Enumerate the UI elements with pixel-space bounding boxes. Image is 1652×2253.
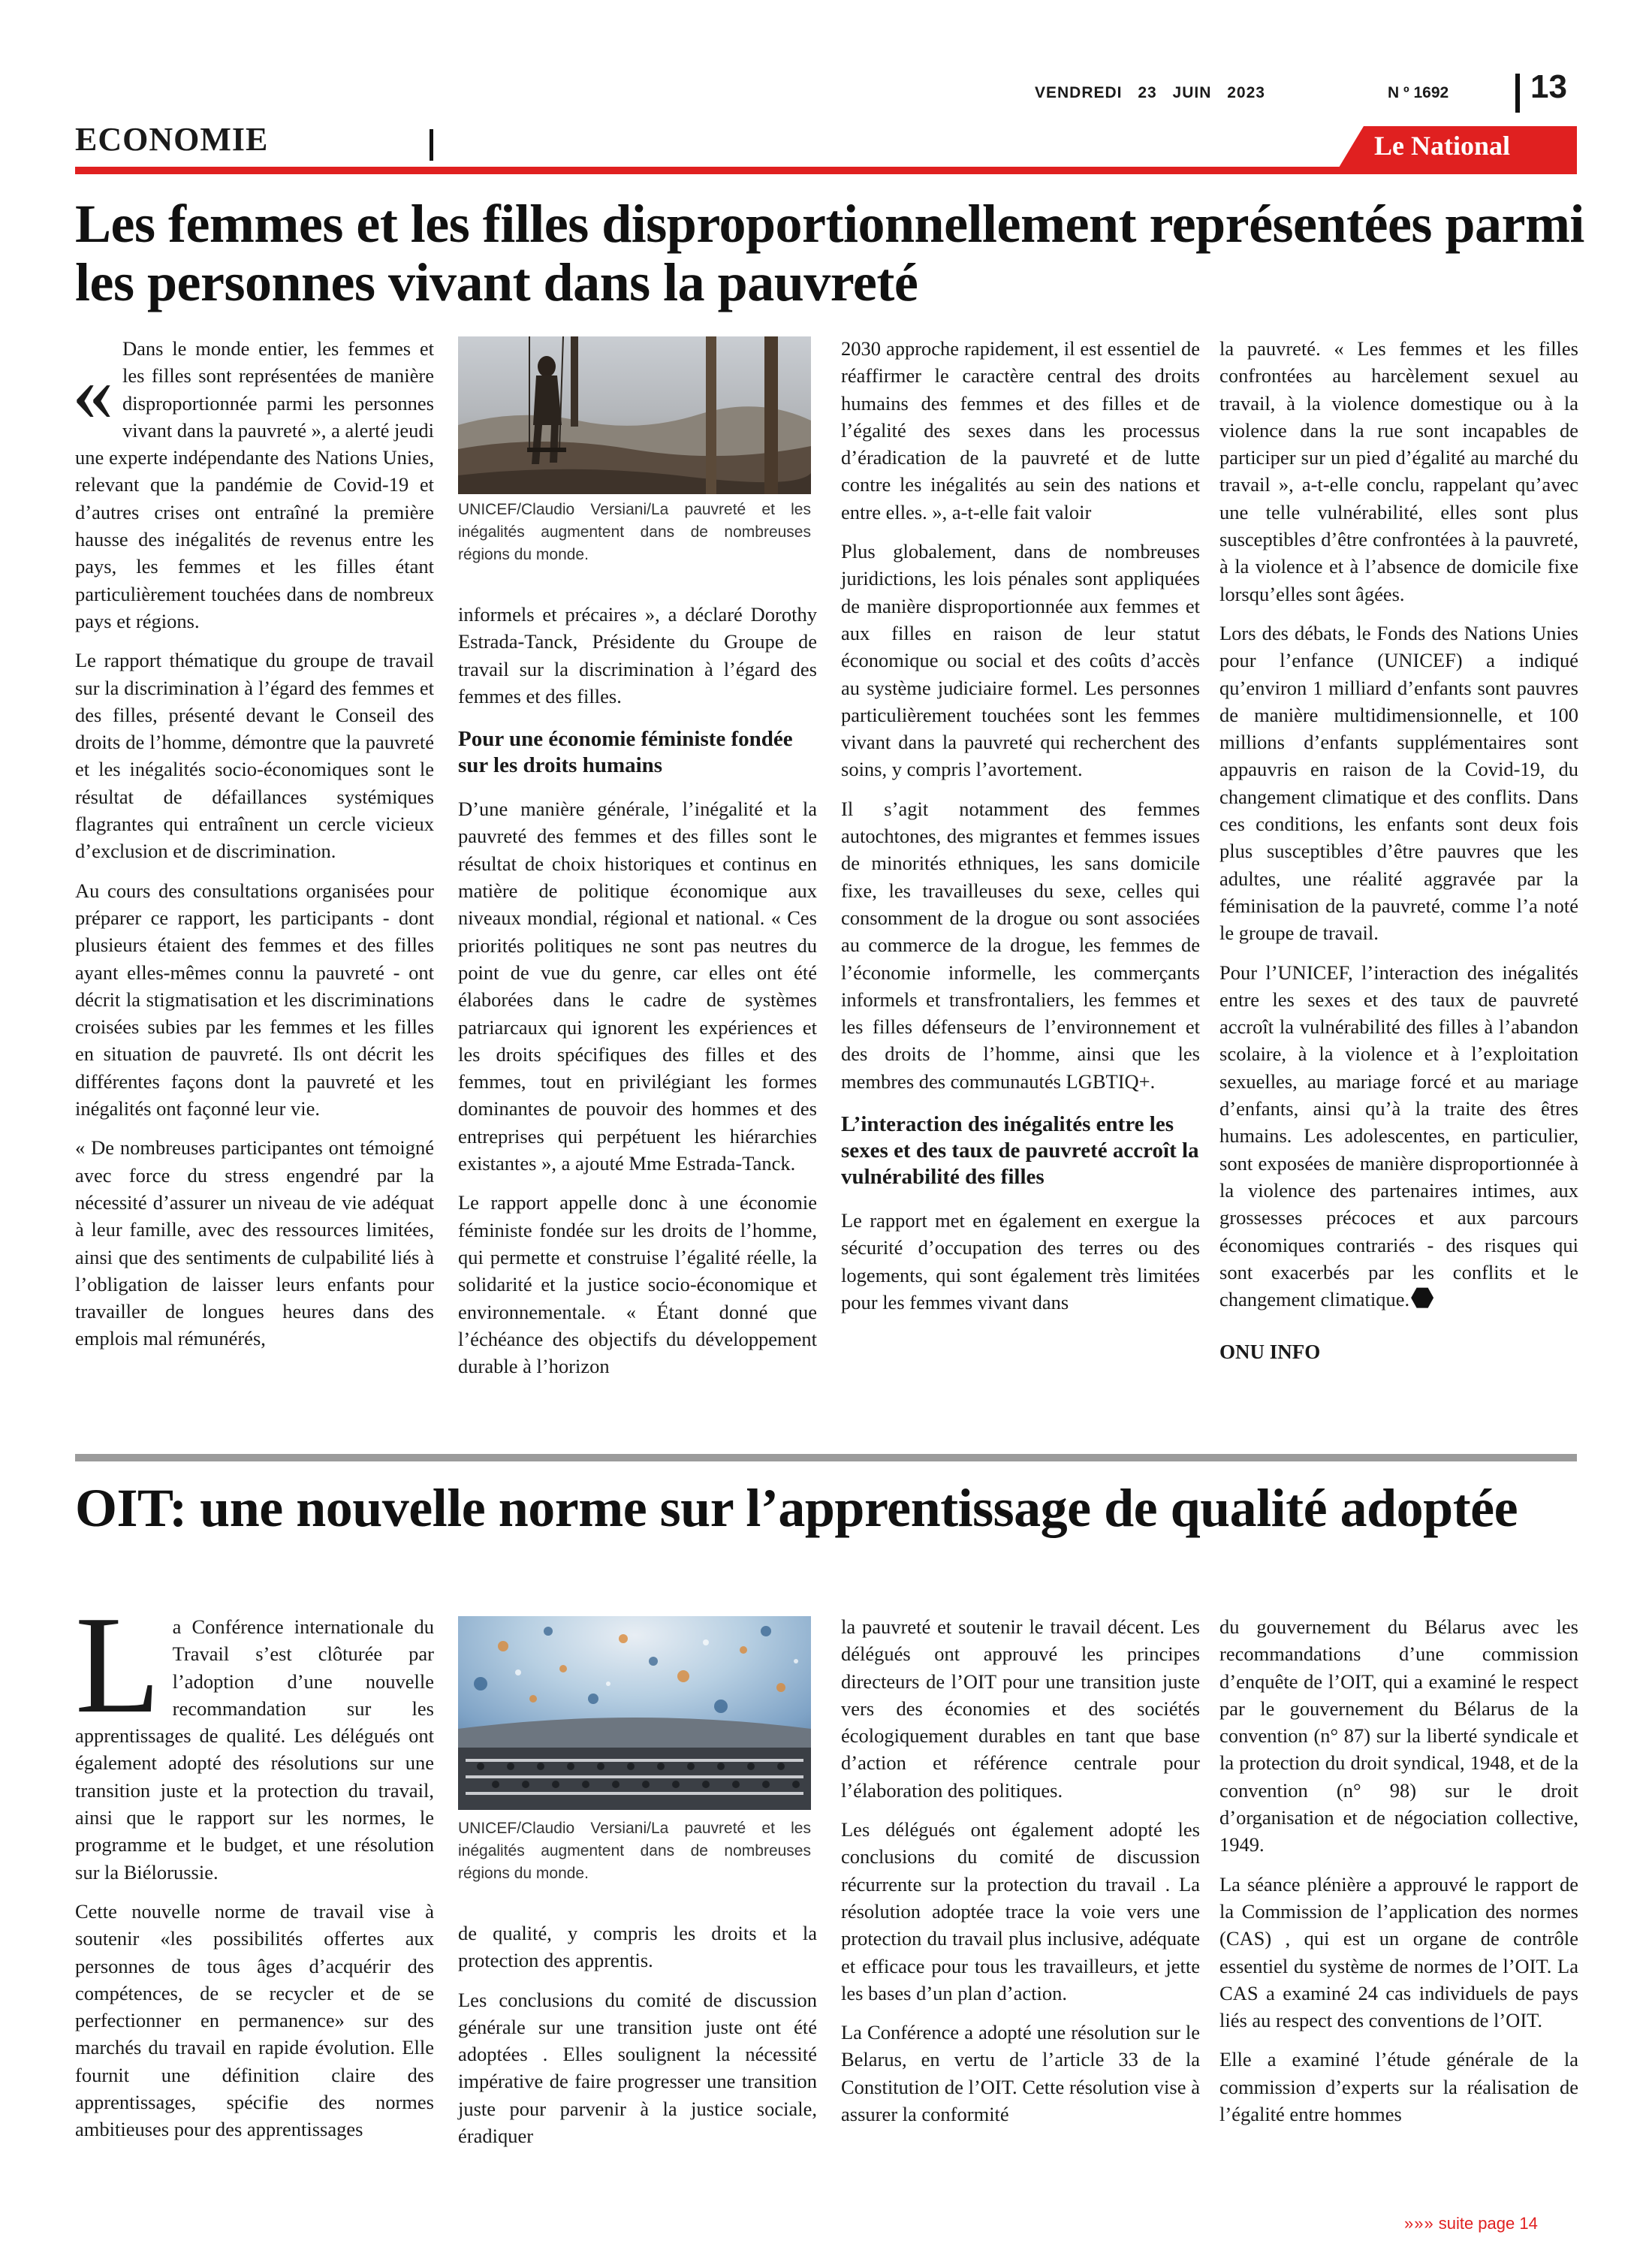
- article2-paragraph: Les délégués ont également adopté les conclusions du comité de discussion récurrente sur la protection du travail . La résolution adoptée trace la voie vers une protection du travail plus inclusive, adéquate et efficace pour tous les travailleurs, et jette les bases d’un plan d’action.: [841, 1818, 1200, 2004]
- article2-paragraph: La Conférence a adopté une résolution sur le Belarus, en vertu de l’article 33 de la Constitution de l’OIT. Cette résolution vise à assurer la conformité: [841, 2021, 1200, 2126]
- article1-column-3: [841, 335, 1200, 1328]
- article1-photo-caption: UNICEF/Claudio Versiani/La pauvreté et les inégalités augmentent dans de nombreuses régions du monde.: [458, 501, 811, 563]
- section-divider: [430, 129, 433, 161]
- article2-paragraph: de qualité, y compris les droits et la protection des apprentis.: [458, 1922, 817, 1972]
- article2-paragraph: Cette nouvelle norme de travail vise à soutenir «les possibilités offertes aux personnes de tous âges d’acquérir des compétences, de se recycler et de se perfectionner en permanence» sur des marchés du travail en rapide évolution. Elle fournit une définition claire des apprentissages, spécifie des normes ambitieuses pour des apprentissages: [75, 1899, 434, 2141]
- article2-photo-caption: UNICEF/Claudio Versiani/La pauvreté et les inégalités augmentent dans de nombreuses régions du monde.: [458, 1820, 811, 1882]
- article1-paragraph: [72, 335, 434, 635]
- article1-paragraph: la pauvreté. « Les femmes et les filles confrontées au harcèlement sexuel au travail, à la violence domestique ou à la violence dans la rue sont incapables de participer sur un pied d’égalité au marché du travail », a-t-elle conclu, rappelant qu’avec une telle vulnérabilité, elles sont plus susceptibles d’être confrontées à la pauvreté, à la violence et à l’absence de domicile fixe lorsqu’elles sont âgées.: [1219, 337, 1578, 605]
- opening-quote-mark: «: [72, 346, 113, 438]
- article1-subheading: Pour une économie féministe fondée sur les droits humains: [458, 727, 793, 778]
- article2-paragraph: Elle a examiné l’étude générale de la commission d’experts sur la réalisation de l’égalité entre hommes: [1219, 2048, 1578, 2126]
- article-separator: [75, 1454, 1577, 1461]
- article1-paragraph: [1219, 959, 1578, 1313]
- article2-paragraph: Les conclusions du comité de discussion générale sur une transition juste ont été adoptées . Elles soulignent la nécessité impérative de faire progresser une transition juste pour parvenir à la justice sociale, éradiquer: [458, 1988, 817, 2148]
- continued-on-page: [1404, 2214, 1538, 2233]
- article2-photo-image: [458, 1616, 811, 1810]
- article2-photo: [458, 1616, 811, 1810]
- article1-source: ONU INFO: [1219, 1341, 1321, 1364]
- brand-name: Le National: [1374, 131, 1511, 161]
- article1-column-2: [458, 601, 817, 1392]
- issue-date: VENDREDI 23 JUIN 2023: [1035, 84, 1265, 101]
- end-of-article-icon: [1411, 1286, 1433, 1309]
- article1-paragraph: Il s’agit notamment des femmes autochtones, des migrantes et femmes issues de minorités ethniques, les sans domicile fixe, les travailleuses du sexe, celles qui consomment de la drogue ou sont associées au commerce de la drogue, les femmes de l’économie informelle, les commerçants informels et transfrontaliers, les femmes et les filles défenseurs de l’environnement et des droits de l’homme, ainsi que les membres des communautés LGBTIQ+.: [841, 797, 1200, 1093]
- article2-column-3: [841, 1613, 1200, 2140]
- article2-paragraph: [75, 1588, 434, 1886]
- continued-text: suite page 14: [1438, 2214, 1538, 2233]
- article2-paragraph: La séance plénière a approuvé le rapport de la Commission de l’application des normes (CAS) , qui est un organe de contrôle essentiel du système de normes de l’OIT. La CAS a examiné 24 cas individuels de pays liés au respect des conventions de l’OIT.: [1219, 1872, 1578, 2032]
- article2-column-2: [458, 1920, 817, 2161]
- article1-lead-text: Dans le monde entier, les femmes et les filles sont représentées de manière disproportionnée parmi les personnes vivant dans la pauvreté », a alerté jeudi une experte indépendante des Nations Unies, relevant que la pandémie de Covid-19 et d’autres crises ont entraîné la première hausse des inégalités de revenus entre les pays, les femmes et les filles étant particulièrement touchées dans de nombreux pays et régions.: [75, 337, 434, 632]
- article2-paragraph: la pauvreté et soutenir le travail décent. Les délégués ont approuvé les principes directeurs de l’OIT pour une transition juste vers des économies et des sociétés écologiquement durables en tant que base d’action et référence centrale pour l’élaboration des politiques.: [841, 1615, 1200, 1802]
- article1-paragraph: Lors des débats, le Fonds des Nations Unies pour l’enfance (UNICEF) a indiqué qu’environ 1 milliard d’enfants sont pauvres de manière multidimensionnelle, et 100 millions d’enfants supplémentaires sont appauvris en raison de la Covid-19, du changement climatique et des conflits. Dans ces conditions, les enfants sont deux fois plus susceptibles d’être pauvres que les adultes, une réalité aggravée par la féminisation de la pauvreté, comme l’a noté le groupe de travail.: [1219, 621, 1578, 945]
- article1-paragraph: « De nombreuses participantes ont témoigné avec force du stress engendré par la nécessité d’assurer un niveau de vie adéquat à leur famille, avec des ressources limitées, ainsi que des sentiments de culpabilité liés à l’obligation de laisser leurs enfants pour travailler de longues heures dans des emplois mal rémunérés,: [75, 1136, 434, 1350]
- article1-paragraph: informels et précaires », a déclaré Dorothy Estrada-Tanck, Présidente du Groupe de travail sur la discrimination à l’égard des femmes et des filles.: [458, 603, 817, 707]
- article1-subheading: L’interaction des inégalités entre les sexes et des taux de pauvreté accroît la vulnérabilité des filles: [841, 1112, 1199, 1190]
- article1-paragraph: Le rapport met en également en exergue la sécurité d’occupation des terres ou des logements, qui sont également très limitées pour les femmes vivant dans: [841, 1209, 1200, 1313]
- drop-cap: L: [75, 1588, 161, 1742]
- issue-number: N º 1692: [1388, 84, 1449, 101]
- article1-paragraph: Le rapport thématique du groupe de travail sur la discrimination à l’égard des femmes et des filles, présenté devant le Conseil des droits de l’homme, démontre que la pauvreté et les inégalités socio-économiques sont le résultat de défaillances systémiques flagrantes qui entraînent un cercle vicieux d’exclusion et de discrimination.: [75, 649, 434, 863]
- article1-photo-image: [458, 336, 811, 494]
- article1-paragraph: Le rapport appelle donc à une économie féministe fondée sur les droits de l’homme, qui permette et construise l’égalité réelle, la solidarité et la justice socio-économique et environnementale. « Étant donné que l’échéance des objectifs du développement durable à l’horizon: [458, 1191, 817, 1378]
- article2-headline: OIT: une nouvelle norme sur l’apprentissage de qualité adoptée: [75, 1478, 1518, 1538]
- article1-photo: [458, 336, 811, 494]
- article2-lead-text: a Conférence internationale du Travail s’est clôturée par l’adoption d’une nouvelle recommandation sur les apprentissages de qualité. Les délégués ont également adopté des résolutions sur une transition juste et la protection du travail, ainsi que le rapport sur les normes, le programme et le budget, et une résolution sur la Biélorussie.: [75, 1615, 434, 1884]
- article2-paragraph: du gouvernement du Bélarus avec les recommandations d’une commission d’enquête de l’OIT, qui a examiné le respect par le gouvernement du Bélarus de la convention (n° 87) sur la liberté syndicale et la protection du droit syndical, 1948, et de la convention (n° 98) sur le droit d’organisation et de négociation collective, 1949.: [1219, 1615, 1578, 1856]
- page-number: 13: [1530, 68, 1567, 105]
- continued-arrows: »»»: [1404, 2214, 1434, 2233]
- header-divider: [1515, 74, 1520, 113]
- article1-paragraph: 2030 approche rapidement, il est essentiel de réaffirmer le caractère central des droits humains des femmes et des filles et de l’égalité des sexes dans les processus d’éradication de la pauvreté et de lutte contre les inégalités au sein des nations et entre elles. », a-t-elle fait valoir: [841, 337, 1200, 523]
- article2-column-4: [1219, 1613, 1578, 2140]
- article1-column-4: [1219, 335, 1578, 1378]
- section-title: ECONOMIE: [75, 121, 269, 158]
- article1-headline: Les femmes et les filles disproportionnellement représentées parmi les personnes vivant dans la pauvreté: [75, 194, 1584, 312]
- article1-paragraph: Plus globalement, dans de nombreuses juridictions, les lois pénales sont appliquées de manière disproportionnée aux femmes et aux filles en raison de leur statut économique ou social et des coûts d’accès au système judiciaire formel. Les personnes particulièrement touchées sont les femmes vivant dans la pauvreté qui recherchent des soins, y compris l’avortement.: [841, 540, 1200, 781]
- article2-column-1: [75, 1588, 434, 2155]
- article1-column-1: [72, 335, 434, 1365]
- article1-final-text: Pour l’UNICEF, l’interaction des inégalités entre les sexes et des taux de pauvreté accroît la vulnérabilité des filles à l’abandon scolaire, à la violence et à l’exploitation sexuelles, au mariage forcé et au mariage d’enfants, ainsi qu’à la traite des êtres humains. Les adolescentes, en particulier, sont exposées de manière disproportionnée à la violence des partenaires intimes, aux grossesses précoces et aux parcours économiques contrariés - des risques qui sont exacerbés par les conflits et le changement climatique.: [1219, 961, 1578, 1311]
- article1-paragraph: Au cours des consultations organisées pour préparer ce rapport, les participants - dont plusieurs étaient des femmes et des filles ayant elles-mêmes connu la pauvreté - ont décrit la stigmatisation et les discriminations croisées subies par les femmes et les filles en situation de pauvreté. Ils ont décrit les différentes façons dont la pauvreté et les inégalités ont façonné leur vie.: [75, 879, 434, 1120]
- article1-paragraph: D’une manière générale, l’inégalité et la pauvreté des femmes et des filles sont le résultat de choix historiques et continus en matière de politique économique aux niveaux mondial, régional et national. « Ces priorités politiques ne sont pas neutres du point de vue du genre, car elles ont été élaborées dans le cadre de systèmes patriarcaux qui ignorent les expériences et les droits spécifiques des filles et des femmes, tout en privilégiant les formes dominantes de pouvoir des hommes et des entreprises qui perpétuent les hiérarchies existantes », a ajouté Mme Estrada-Tanck.: [458, 798, 817, 1175]
